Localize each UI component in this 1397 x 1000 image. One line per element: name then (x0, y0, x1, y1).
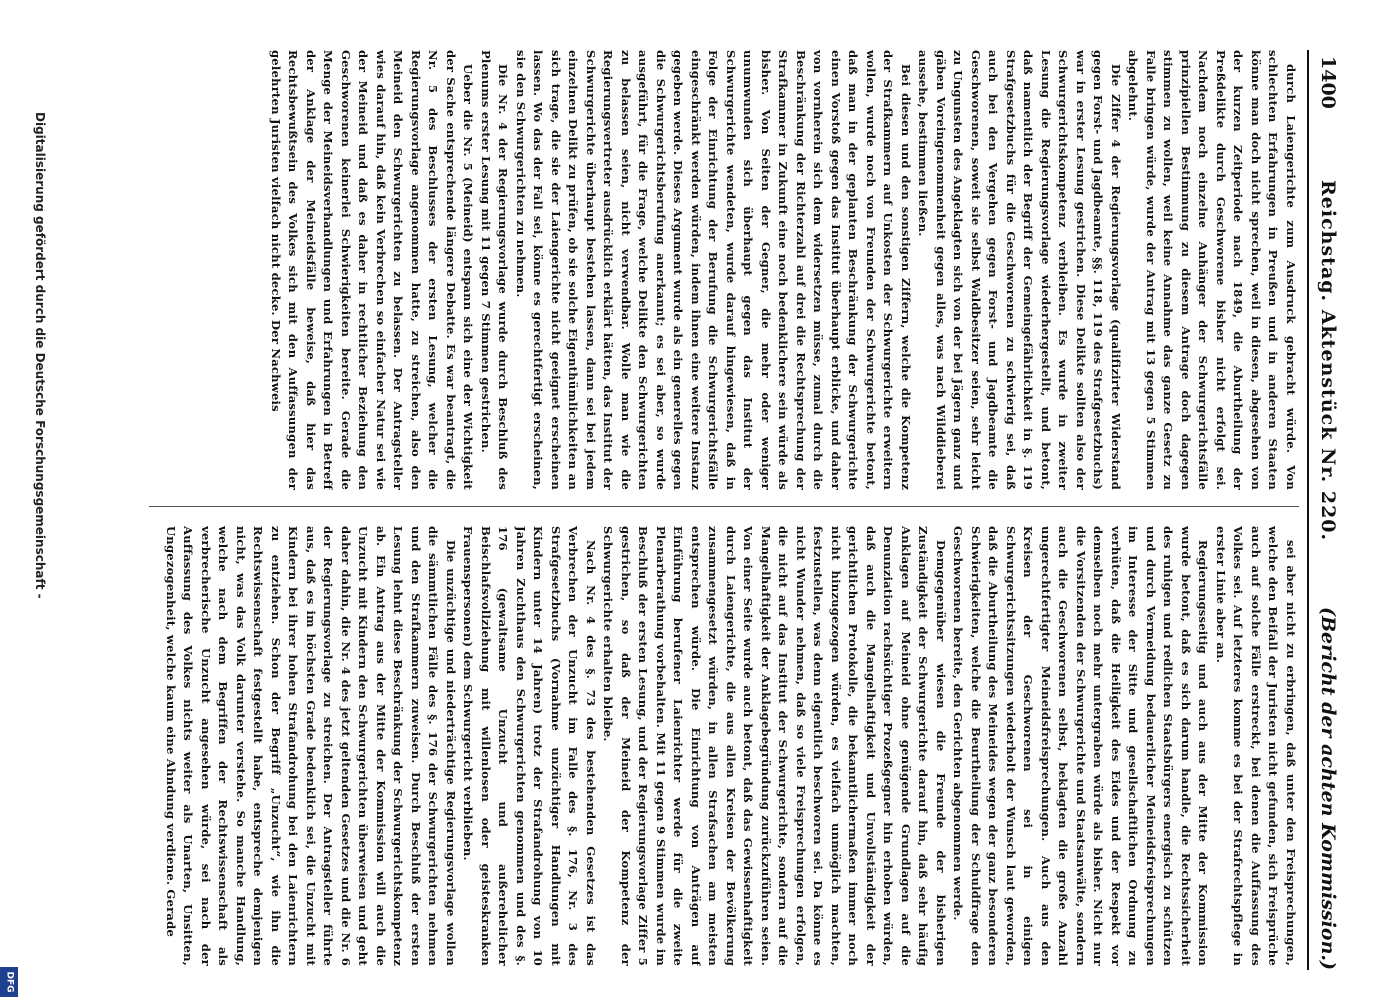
paragraph: durch Laiengerichte zum Ausdruck gebracht würde. Von schlechten Erfahrungen in Preußen und in anderen Staaten könne man doch nicht sprechen, weil in diesen, abgesehen von der kurzen Zeitperiode nach 1849, die Aburtheilung der Preßdelikte durch Geschworene bisher nicht erfolgt sei. Nachdem noch einzelne Anhänger der Schwurgerichtsfälle prinzipiellen Bestimmung zu diesem Antrage doch dagegen stimmen zu wollen, weil keine Annahme das ganze Gesetz zu Falle bringen würde, wurde der Antrag mit 13 gegen 5 Stimmen abgelehnt. (1126, 50, 1298, 490)
scanned-page (145, 50, 1345, 970)
paragraph: Demgegenüber wiesen die Freunde der bisherigen Zuständigkeit der Schwurgerichte darauf hin, daß sehr häufig Anklagen auf Meineid ohne genügende Grundlagen auf die Denunziation rachsüchtiger Prozeßgegner hin erhoben würden, daß auch die Mangelhaftigkeit und Unvollständigkeit der gerichtlichen Protokolle, die bekanntlichermaßen immer noch nicht hinzugezogen würden, es vielfach unmöglich machten, festzustellen, was denn eigentlich beschworen sei. Da könne es nicht Wunder nehmen, daß so viele Freisprechungen erfolgen, die nicht auf das Institut der Schwurgerichte, sondern auf die Mangelhaftigkeit der Anklagebegründung zurückzuführen seien. Von einer Seite wurde auch betont, daß das Gewissenhaftigkeit durch Laiengerichte, die aus allen Kreisen der Bevölkerung zusammengesetzt würden, in allen Strafsachen am meisten entsprechen würde. Die Einrichtung von Anträgen auf Einführung berufener Laienrichter werde für die zweite Plenarberathung vorbehalten. Mit 11 gegen 9 Stimmen wurde im Beschluß der ersten Lesung, und der Regierungsvorlage Ziffer 5 gestrichen, so daß der Meineid der Kompetenz der Schwurgerichte erhalten bleibe. (601, 526, 948, 966)
dfg-logo: DFG (0, 967, 18, 997)
page-header (1311, 50, 1345, 970)
left-column (149, 50, 1299, 490)
page-number: 1400 (1317, 56, 1339, 109)
digitization-note: Digitalisierung gefördert durch die Deutsche Forschungsgemeinschaft - (33, 112, 47, 599)
paragraph: Ueber die Nr. 5 (Meineid) entspann sich eine der Wichtigkeit der Sache entsprechende längere Debatte. Es war beantragt, die Nr. 5 des Beschlusses der ersten Lesung, welcher die Regierungsvorlage angenommen hatte, zu streichen, also den Meineid den Schwurgerichten zu belassen. Der Antragsteller wies darauf hin, daß kein Verbrechen so einfacher Natur sei wie der Meineid und daß es daher in rechtlicher Beziehung den Geschworenen keinerlei Schwierigkeiten bereite. Gerade die Menge der Meineidsverhandlungen und Erfahrungen in Betreff der Anklage der Meineidsfälle beweise, daß hier das Rechtsbewußtsein des Volkes sich mit den Auffassungen der gelehrten Juristen vielfach nicht decke. Der Nachweis (269, 50, 476, 490)
paragraph: Die Ziffer 4 der Regierungsvorlage (qualifizirter Widerstand gegen Forst- und Jagdbeamte, §§. 118, 119 des Strafgesetzbuchs) war in erster Lesung gestrichen. Diese Delikte sollten also der Schwurgerichtskompetenz verbleiben. Es wurde in zweiter Lesung die Regierungsvorlage wiederhergestellt, und betont, daß namentlich der Begriff der Gemeingefährlichkeit in §. 119 Strafgesetzbuchs für die Geschworenen zu schwierig sei, daß auch bei den Vergehen gegen Forst- und Jagdbeamte die Geschworenen, soweit sie selbst Waldbesitzer seien, sehr leicht zu Ungunsten des Angeklagten sich von der bei Jägern ganz und gäben Voreingenommenheit gegen alles, was nach Wilddieberei aussehe, bestimmen ließen. (916, 50, 1123, 490)
section-title: (Bericht der achten Kommission.) (1317, 606, 1339, 970)
paragraph: Nach Nr. 4 des §. 73 des bestehenden Gesetzes ist das Verbrechen der Unzucht im Falle des §. 176, Nr. 3 des Strafgesetzbuchs (Vornahme unzüchtiger Handlungen mit Kindern unter 14 Jahren) trotz der Strafandrohung von 10 Jahren Zuchthaus den Schwurgerichten genommen und des §. 176 (gewaltsame Unzucht und außerehelicher Beischlafsvollziehung mit willenlosen oder geisteskranken Frauenspersonen) dem Schwurgericht verblieben. (461, 526, 598, 966)
right-column (149, 526, 1299, 966)
paragraph: Regierungsseitig und auch aus der Mitte der Kommission wurde betont, daß es sich darum handle, die Rechtssicherheit des ruhigen und redlichen Staatsbürgers energisch zu schützen und durch Vermeidung bedauerlicher Meineidsfreisprechungen im Interesse der Sitte und gesellschaftlichen Ordnung zu verhüten, daß die Heiligkeit des Eides und der Respekt vor demselben noch mehr untergraben würde als bisher. Nicht nur die Vorsitzenden der Schwurgerichte und Staatsanwälte, sondern auch die Geschworenen selbst, beklagten die große Anzahl ungerechtfertigter Meineidsfreisprechungen. Auch aus den Kreisen der Geschworenen sei in einigen Schwurgerichtssitzungen wiederholt der Wunsch laut geworden, daß die Aburtheilung des Meineides wegen der ganz besonderen Schwierigkeiten, welche die Beurtheilung der Schuldfrage den Geschworenen bereite, den Gerichten abgenommen werde. (951, 526, 1211, 966)
paragraph: sei aber nicht zu erbringen, daß unter den Freisprechungen, welche den Beifall der Juristen nicht gefunden, sich Freisprüche auch auf solche Fälle erstreckt, bei denen die Auffassung des Volkes sei. Auf letzteres komme es bei der Strafrechtspflege in erster Linie aber an. (1214, 526, 1298, 966)
paragraph: Die Nr. 4 der Regierungsvorlage wurde durch Beschluß des Plenums erster Lesung mit 11 gegen 7 Stimmen gestrichen. (479, 50, 511, 490)
paragraph: Die unzüchtige und niederträchtige Regierungsvorlage wollen die sämmtlichen Fälle des §. 176 der Schwurgerichten nehmen und den Strafkammern zuweisen. Durch Beschluß der ersten Lesung lehnt diese Beschränkung der Schwurgerichtskompetenz ab. Ein Antrag aus der Mitte der Kommission will auch die Unzucht mit Kindern den Schwurgerichten überweisen und geht daher dahin, die Nr. 4 des jetzt geltenden Gesetzes und die Nr. 6 der Regierungsvorlage zu streichen. Der Antragsteller führte aus, daß es im höchsten Grade bedenklich sei, die Unzucht mit Kindern bei ihrer hohen Strafandrohung bei den Laienrichtern zu entziehen. Schon der Begriff „Unzucht“, wie ihn die Rechtswissenschaft festgestellt habe, entspreche demjenigen nicht, was das Volk darunter verstehe. So manche Handlung, welche nach dem Begriffen der Rechtswissenschaft als verbrecherische Unzucht angesehen würde, sei nach der Auffassung des Volkes nichts weiter als Unarten, Unsitten, Ungezogenheit, welche kaum eine Ahndung verdiene. Gerade (164, 526, 458, 966)
page-title: Reichstag. Aktenstück Nr. 220. (1317, 180, 1339, 542)
column-divider (149, 506, 1299, 507)
header-rule (1307, 50, 1309, 970)
paragraph: Bei diesen und den sonstigen Ziffern, welche die Kompetenz der Strafkammern auf Unkosten der Schwurgerichte erweitern wollen, wurde noch von Freunden der Schwurgerichte betont, daß man in der geplanten Beschränkung der Schwurgerichte einen Vorstoß gegen das Institut überhaupt erblicke, und daher von vornherein sich dem widersetzen müsse, zumal durch die Beschränkung der Richterzahl auf drei die Rechtsprechung der Strafkammer in Zukunft eine noch bedenklichere sein würde als bisher. Von Seiten der Gegner, die mehr oder weniger unumwunden sich überhaupt gegen das Institut der Schwurgerichte wendeten, wurde darauf hingewiesen, daß in Folge der Einrichtung der Berufung die Schwurgerichtsfälle eingeschränkt werden würden, indem ihnen eine weitere Instanz gegeben werde. Dieses Argument wurde als ein generelles gegen die Schwurgerichtsberufung anerkannt; es sei aber, so wurde ausgeführt, für die Frage, welche Delikte den Schwurgerichten zu belassen seien, nicht verwendbar. Wolle man wie die Regierungsvertreter ausdrücklich erklärt hätten, das Institut der Schwurgerichte überhaupt bestehen lassen, dann sei bei jedem einzelnen Delikt zu prüfen, ob sie solche Eigenthümlichkeiten an sich trage, die sie der Laiengerichte nicht geeignet erscheinen lassen. Wo das der Fall sei, könne es gerechtfertigt erscheinen, sie den Schwurgerichten zu nehmen. (514, 50, 913, 490)
